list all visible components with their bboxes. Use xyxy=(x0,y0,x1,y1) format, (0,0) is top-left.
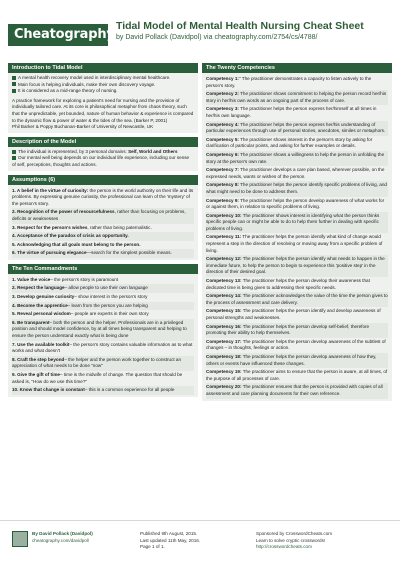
subtitle-link[interactable]: cheatography.com/2754/cs/4788/ xyxy=(214,34,318,41)
right-column xyxy=(202,63,392,405)
competency-item: Competency 5: The practitioner shows interest in the person's story by asking for clarification of particular points, and asking for further examples or details. xyxy=(206,136,373,149)
commandments-body xyxy=(8,274,198,397)
commandments-heading: The Ten Commandments xyxy=(8,264,198,274)
competency-item: Competency 16: The practitioner helps the person develop self-belief, therefore promoting their ability to help themselves. xyxy=(206,323,388,338)
competency-item: Competency 20: The practitioner ensures that the person is provided with copies of all assessment and care planning documents for their own reference. xyxy=(206,383,388,398)
assumption-item: 4. Acceptance of the paradox of crisis as opportunity. xyxy=(12,232,194,241)
subtitle-author: by David Pollack (Davidpol) via xyxy=(116,34,215,41)
intro-bullet: It is considered as a mid-range theory of nursing. xyxy=(12,88,194,95)
competencies-section xyxy=(202,63,392,401)
commandment-item: 6. Be transparent– both the person and the helper. Professionals are in a privileged position and should model confidence, by at all times being transparent and helping to ensure the person understand exactly what is being done xyxy=(12,319,194,341)
description-body xyxy=(8,147,198,171)
competency-item: Competency 10: The practitioner shows interest in identifying what the person thinks specific people can or might be able to do to help them further in dealing with specific problems of living. xyxy=(206,212,388,234)
intro-bullet: A mental health recovery model used in interdisciplinary mental healthcare. xyxy=(12,75,194,82)
commandment-item: 2. Respect the language– allow people to use their own language xyxy=(12,284,194,293)
assumption-item: 5. Acknowledging that all goals must belong to the person. xyxy=(12,241,141,247)
commandment-item: 4. Become the apprentice– learn from the person you are helping xyxy=(12,302,194,311)
author-avatar[interactable] xyxy=(12,531,28,547)
intro-heading: Introduction to Tidal Model xyxy=(8,63,198,73)
competency-item: Competency 7: The practitioner develops a care plan based, wherever possible, on the expressed needs, wants or wishes of the person. xyxy=(206,167,385,179)
competency-item: Competency 12: The practitioner helps the person identify what needs to happen in the immediate future, to help the person to begin to experience this 'positive step' in the direction of their desired goal. xyxy=(206,255,388,277)
sponsor-text: Learn to solve cryptic crosswords! xyxy=(256,537,326,543)
competency-item: Competency 17: The practitioner helps the person develop awareness of the subtlest of changes – in thoughts, feelings or action. xyxy=(206,338,386,351)
assumption-item: 6. The virtue of pursuing elegance—search for the simplest possible means. xyxy=(12,249,194,258)
competencies-body xyxy=(202,73,392,401)
footer-dates xyxy=(140,531,200,551)
bullet-icon xyxy=(12,82,16,86)
commandment-item: 10. Know that change is constant– this is a common experience for all people xyxy=(12,386,194,395)
assumption-item: 3. Respect for the person's wishes, rather than being paternalistic. xyxy=(12,224,152,230)
competency-item: Competency 19: The practitioner aims to ensure that the person is aware, at all times, of the purpose of all processes of care. xyxy=(206,369,388,381)
competency-item: Competency 4: The practitioner helps the person express her/his understanding of particular experiences through use of personal stories, anecdotes, similes or metaphors. xyxy=(206,121,388,136)
competency-item: Competency 3: The practitioner helps the person express her/himself at all times in her/his own language. xyxy=(206,106,377,118)
competency-item: Competency 18: The practitioner helps the person develop awareness of how they, others or events have influenced these changes. xyxy=(206,353,388,368)
competency-item: Competency 1:" The practitioner demonstrates a capacity to listen actively to the person's story. xyxy=(206,76,372,88)
bullet-icon xyxy=(12,76,16,80)
page-subtitle xyxy=(116,34,317,41)
commandment-item: 8. Craft the step beyond– the helper and the person work together to construct an appreciation of what needs to be done "now" xyxy=(12,356,194,371)
assumptions-section xyxy=(8,175,198,260)
description-heading: Description of the Model xyxy=(8,137,198,147)
assumptions-body xyxy=(8,185,198,260)
commandments-section xyxy=(8,264,198,397)
competency-item: Competency 11: The practitioner helps the person identify what kind of change would represent a step in the direction of resolving or moving away from a specific problem of living. xyxy=(206,234,383,253)
competency-item: Competency 15: The practitioner helps the person identify and develop awareness of personal strengths and weaknesses. xyxy=(206,308,381,320)
description-bullet: Our mental well being depends on our individual life experience, including our sense of self, perceptions, thoughts and actions. xyxy=(12,155,190,167)
page-title: Tidal Model of Mental Health Nursing Cheat Sheet xyxy=(116,20,364,32)
competencies-heading: The Twenty Competencies xyxy=(202,63,392,73)
bullet-icon xyxy=(12,89,16,93)
competency-item: Competency 6: The practitioner shows a willingness to help the person in unfolding the story at the person's own rate. xyxy=(206,151,388,166)
commandment-item: 9. Give the gift of time– time is the midwife of change. The question that should be asked is, "How do we use this time?" xyxy=(12,372,183,384)
page-number: Page 1 of 1. xyxy=(140,544,165,549)
author-name[interactable]: By David Pollack (Davidpol) xyxy=(32,531,93,536)
cheatography-logo[interactable]: Cheatography xyxy=(8,24,108,46)
intro-body xyxy=(8,73,198,133)
intro-paragraph: A practice framework for exploring a patient's need for nursing and the provision of individually tailored care. At its core is philosophical metaphor from chaos theory, such that the unpredictable, yet bounded, nature of human behavior & experience is compared to the dynamic flow & power of water & the tides of the sea. (Barker P, 2001) xyxy=(12,97,194,123)
intro-section xyxy=(8,63,198,133)
competency-item: Competency 8: The practitioner helps the person identify specific problems of living, and what might need to be done to address them. xyxy=(206,181,388,196)
sponsor-link[interactable]: http://crosswordcheats.com xyxy=(256,544,312,549)
competency-item: Competency 9: The practitioner helps the person develop awareness of what works for or against them, in relation to specific problems of living. xyxy=(206,197,385,210)
commandment-item: 1. Value the voice– the person's story is paramount xyxy=(12,276,119,282)
bullet-icon xyxy=(12,156,16,160)
bullet-icon xyxy=(12,150,16,154)
commandment-item: 7. Use the available toolkit– the person's story contains valuable information as to what works and what doesn't xyxy=(12,341,193,354)
assumption-item: 2. Recognition of the power of resourcefulness, rather than focusing on problems, deficits or weaknesses xyxy=(12,208,194,223)
author-link[interactable]: cheatography.com/davidpol/ xyxy=(32,537,90,543)
left-column xyxy=(8,63,198,401)
sponsor-line: Sponsored by CrosswordCheats.com xyxy=(256,531,333,536)
assumption-item: 1. A belief in the virtue of curiosity: the person is the world authority on their life and its problems. By expressing genuine curiosity, the professional can learn of the 'mystery' of the person's story. xyxy=(12,187,194,206)
page-footer xyxy=(0,520,400,566)
description-bullet: The individual is represented, by 3 personal domains: Self, World and Others xyxy=(12,149,194,156)
footer-author xyxy=(32,531,93,544)
commandment-item: 3. Develop genuine curiosity– show interest in the person's story xyxy=(12,294,148,300)
published-date: Published 9th August, 2015. xyxy=(140,531,198,536)
page-header xyxy=(0,0,400,62)
description-section xyxy=(8,137,198,171)
competency-item: Competency 2: The practitioner shows commitment to helping the person record her/his story in her/his own words as an ongoing part of the process of care. xyxy=(206,90,388,105)
assumptions-heading: Assumptions (6) xyxy=(8,175,198,185)
intro-bullet: Main focus is helping individuals, make their own discovery voyage. xyxy=(12,82,194,89)
competency-item: Competency 13: The practitioner helps the person develop their awareness that dedicated time is being given to addressing their specific needs. xyxy=(206,278,370,290)
intro-citation: Phil Barker & Poppy Buchanan-Barker of University of Newcastle, UK xyxy=(12,124,154,130)
commandment-item: 5. Reveal personal wisdom– people are experts in their own story xyxy=(12,311,149,317)
footer-sponsor xyxy=(256,531,332,551)
competency-item: Competency 14: The practitioner acknowledges the value of the time the person gives to the process of assessment and care delivery. xyxy=(206,292,388,307)
updated-date: Last updated 11th May, 2016. xyxy=(140,537,201,543)
